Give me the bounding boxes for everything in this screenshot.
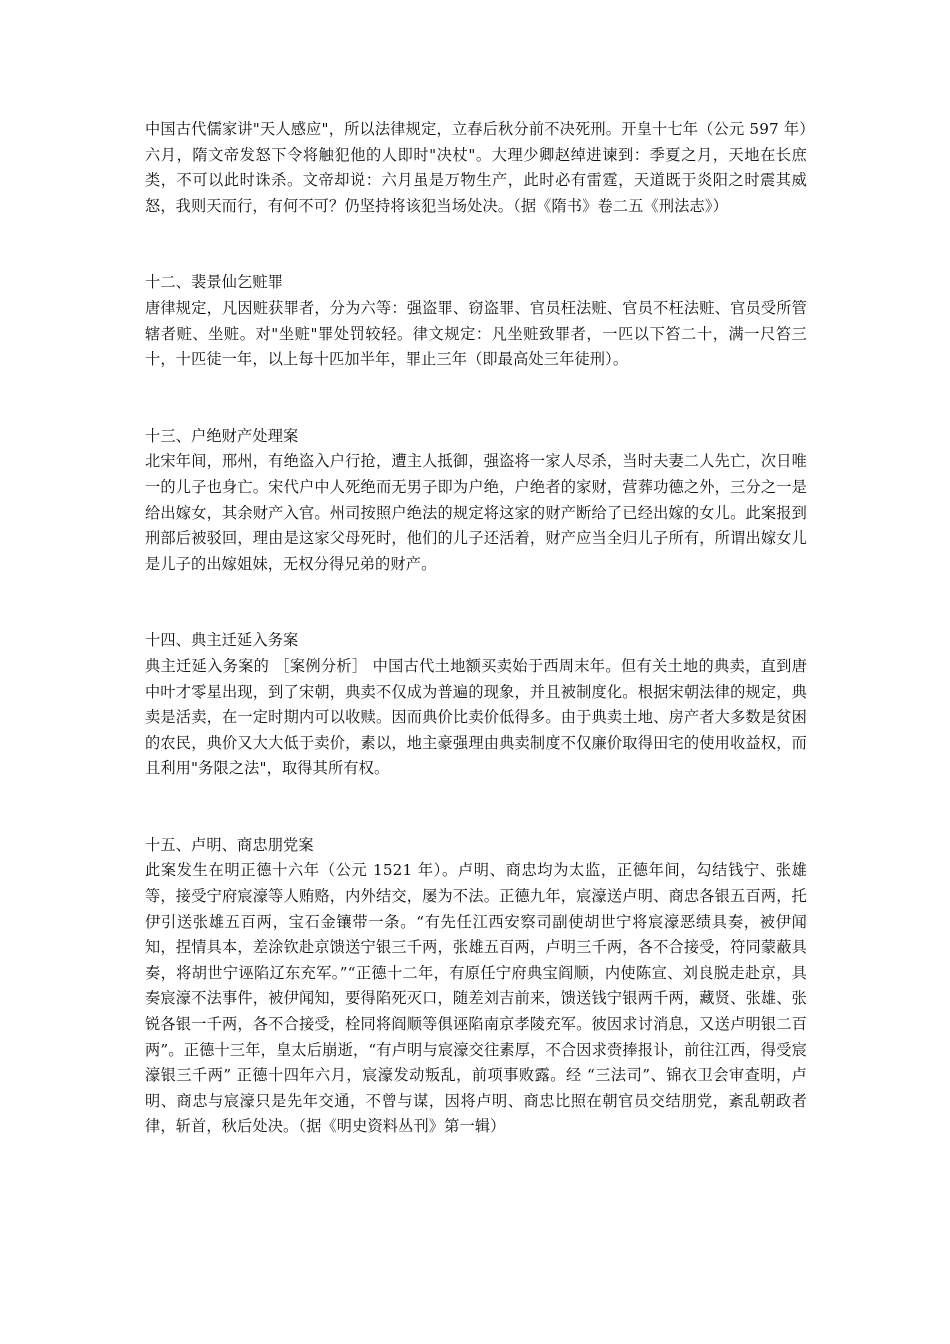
section-heading: 十三、户绝财产处理案 [145,426,299,445]
section-heading: 十二、裴景仙乞赃罪 [145,273,284,292]
section-14 [145,628,807,782]
section-13 [145,424,807,578]
document-page [145,117,807,1140]
section-heading: 十四、典主迁延入务案 [145,631,299,650]
section-intro [145,117,807,219]
section-heading: 十五、卢明、商忠朋党案 [145,835,314,854]
section-body: 北宋年间，邢州，有绝盗入户行抢，遭主人抵御，强盗将一家人尽杀，当时夫妻二人先亡，次日唯一的儿子也身亡。宋代户中人死绝而无男子即为户绝，户绝者的家财，营葬功德之外，三分之一是给出嫁女，其余财产入官。州司按照户绝法的规定将这家的财产断给了已经出嫁的女儿。此案报到刑部后被驳回，理由是这家父母死时，他们的儿子还活着，财产应当全归儿子所有，所谓出嫁女儿是儿子的出嫁姐妹，无权分得兄弟的财产。 [145,452,807,573]
section-body: 典主迁延入务案的 ［案例分析］ 中国古代土地额买卖始于西周末年。但有关土地的典卖，直到唐中叶才零星出现，到了宋朝，典卖不仅成为普遍的现象，并且被制度化。根据宋朝法律的规定，典卖是活卖，在一定时期内可以收赎。因而典价比卖价低得多。由于典卖土地、房产者大多数是贫困的农民，典价又大大低于卖价，素以，地主豪强理由典卖制度不仅廉价取得田宅的使用收益权，而且利用"务限之法"，取得其所有权。 [145,656,807,778]
section-body: 中国古代儒家讲"天人感应"，所以法律规定，立春后秋分前不决死刑。开皇十七年（公元 597 年）六月，隋文帝发怒下令将触犯他的人即时"决杖"。大理少卿赵绰进谏到：季夏之月，天地在长庶类，不可以此时诛杀。文帝却说：六月虽是万物生产，此时必有雷霆，天道既于炎阳之时震其威怒，我则天而行，有何不可？仍坚持将该犯当场处决。（据《隋书》卷二五《刑法志》） [145,120,807,215]
section-gap [145,782,807,833]
section-15 [145,833,807,1140]
section-gap [145,373,807,424]
section-12 [145,270,807,372]
section-body: 唐律规定，凡因赃获罪者，分为六等：强盗罪、窃盗罪、官员枉法赃、官员不枉法赃、官员受所管辖者赃、坐赃。对"坐赃"罪处罚较轻。律文规定：凡坐赃致罪者，一匹以下笞二十，满一尺笞三十，十匹徒一年，以上每十匹加半年，罪止三年（即最高处三年徒刑）。 [145,298,807,369]
section-gap [145,577,807,628]
section-gap [145,219,807,270]
section-body: 此案发生在明正德十六年（公元 1521 年）。卢明、商忠均为太监，正德年间，勾结钱宁、张雄等，接受宁府宸濠等人贿赂，内外结交，屡为不法。正德九年，宸濠送卢明、商忠各银五百两，托伊引送张雄五百两，宝石金镶带一条。“有先任江西安察司副使胡世宁将宸濠恶绩具奏，被伊闻知，捏情具本，差涂钦赴京馈送宁银三千两，张雄五百两，卢明三千两，各不合接受，符同蒙蔽具奏，将胡世宁诬陷辽东充军。”“正德十二年，有原任宁府典宝阎顺，内使陈宣、刘良脱走赴京，具奏宸濠不法事件，被伊闻知，要得陷死灭口，随差刘吉前来，馈送钱宁银两千两，藏贤、张雄、张锐各银一千两，各不合接受，栓同将阎顺等俱诬陷南京孝陵充军。彼因求讨消息，又送卢明银二百两”。正德十三年，皇太后崩逝，“有卢明与宸濠交往素厚，不合因求赍捧报讣，前往江西，得受宸濠银三千两” 正德十四年六月，宸濠发动叛乱，前项事败露。经 “三法司”、锦衣卫会审查明，卢明、商忠与宸濠只是先年交通，不曾与谋，因将卢明、商忠比照在朝官员交结朋党，紊乱朝政者律，斩首，秋后处决。（据《明史资料丛刊》第一辑） [145,861,807,1136]
